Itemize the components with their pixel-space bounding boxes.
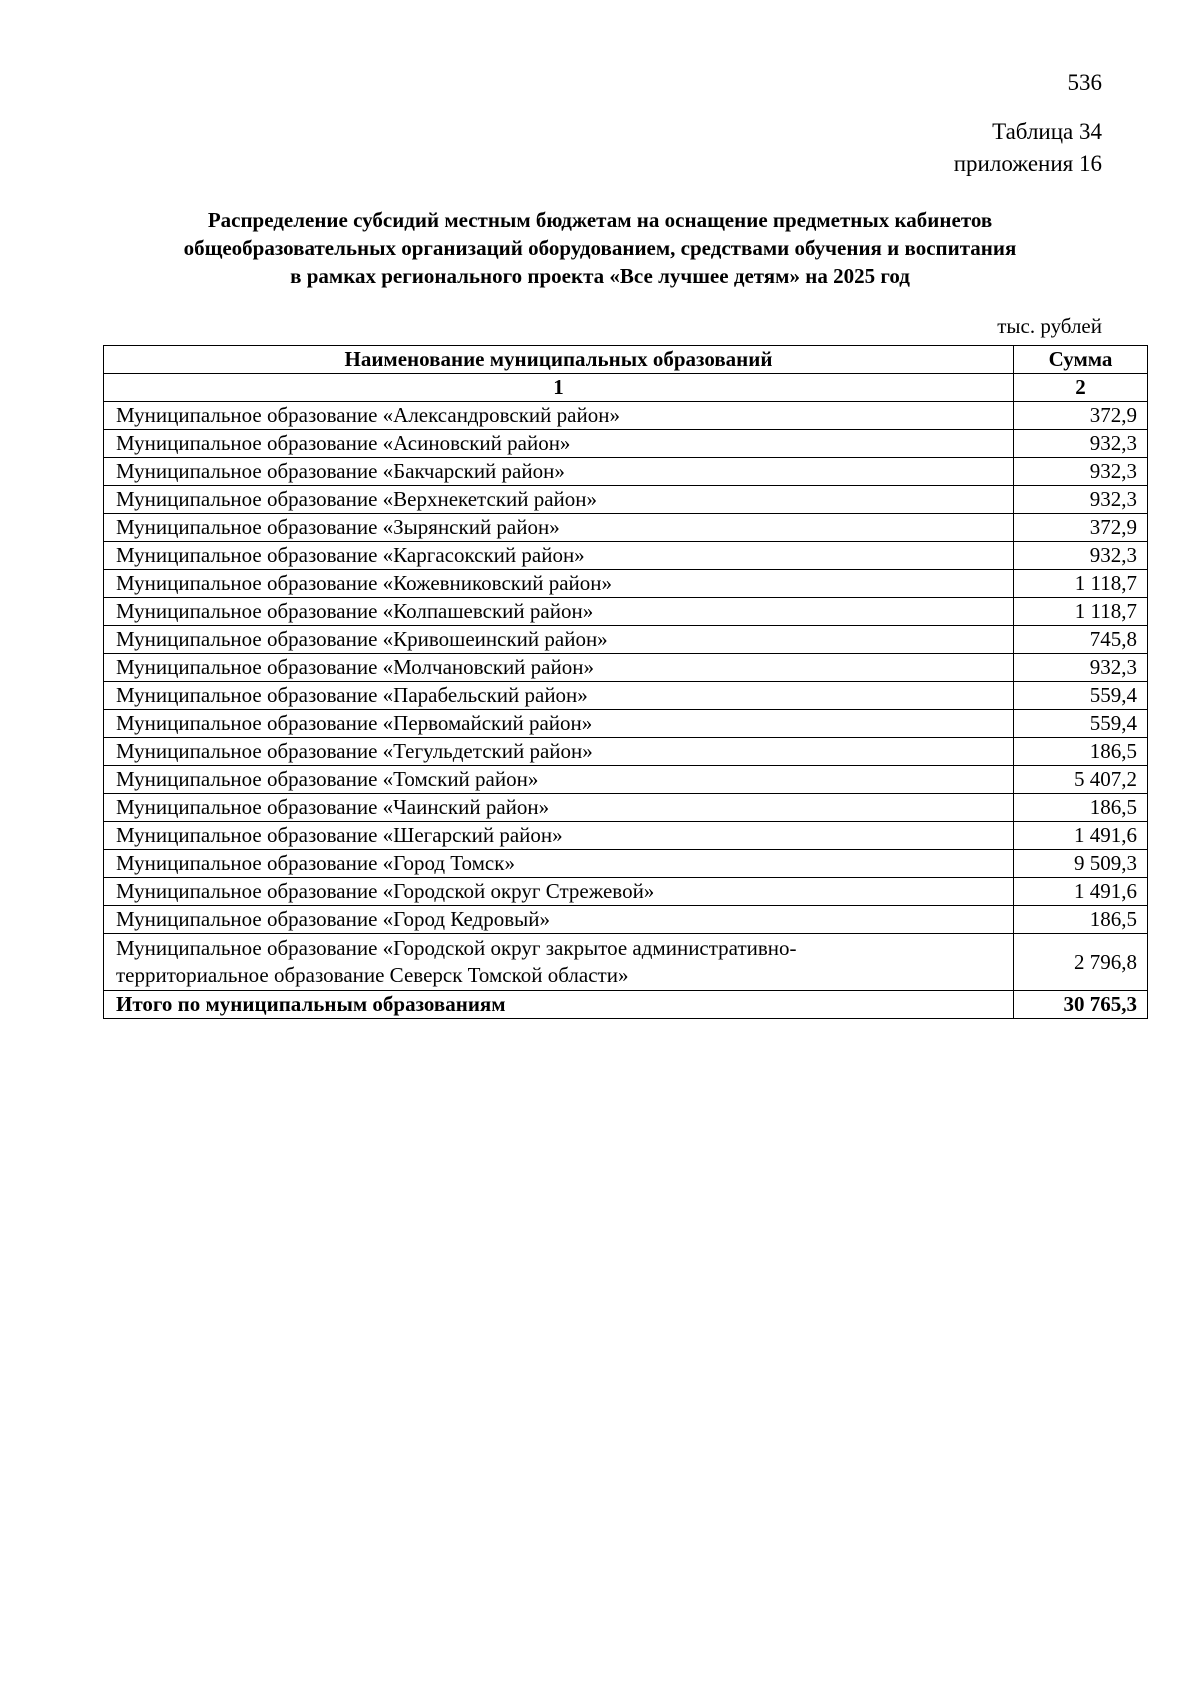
row-name: Муниципальное образование «Верхнекетский район» bbox=[104, 486, 1014, 514]
table-row bbox=[104, 710, 1148, 738]
row-sum: 932,3 bbox=[1014, 458, 1148, 486]
row-name: Муниципальное образование «Колпашевский район» bbox=[104, 598, 1014, 626]
table-row bbox=[104, 822, 1148, 850]
row-sum: 1 118,7 bbox=[1014, 598, 1148, 626]
row-name: Муниципальное образование «Томский район» bbox=[104, 766, 1014, 794]
total-label: Итого по муниципальным образованиям bbox=[104, 991, 1014, 1019]
row-name: Муниципальное образование «Город Кедровый» bbox=[104, 906, 1014, 934]
row-sum: 372,9 bbox=[1014, 402, 1148, 430]
title-line2: общеобразовательных организаций оборудованием, средствами обучения и воспитания bbox=[183, 236, 1017, 260]
table-row bbox=[104, 626, 1148, 654]
total-sum: 30 765,3 bbox=[1014, 991, 1148, 1019]
table-row bbox=[104, 794, 1148, 822]
row-sum: 559,4 bbox=[1014, 682, 1148, 710]
row-sum: 9 509,3 bbox=[1014, 850, 1148, 878]
total-row bbox=[104, 991, 1148, 1019]
row-sum: 932,3 bbox=[1014, 486, 1148, 514]
column-number-row bbox=[104, 374, 1148, 402]
table-caption-line1: Таблица 34 bbox=[992, 119, 1102, 144]
row-sum: 5 407,2 bbox=[1014, 766, 1148, 794]
table-row-seversk bbox=[104, 934, 1148, 991]
row-sum: 1 118,7 bbox=[1014, 570, 1148, 598]
units-label: тыс. рублей bbox=[997, 314, 1102, 338]
row-name: Муниципальное образование «Молчановский район» bbox=[104, 654, 1014, 682]
row-sum: 745,8 bbox=[1014, 626, 1148, 654]
table-row bbox=[104, 766, 1148, 794]
row-name: Муниципальное образование «Каргасокский район» bbox=[104, 542, 1014, 570]
table-row bbox=[104, 514, 1148, 542]
row-name: Муниципальное образование «Городской округ Стрежевой» bbox=[104, 878, 1014, 906]
row-name: Муниципальное образование «Тегульдетский район» bbox=[104, 738, 1014, 766]
column-number-sum: 2 bbox=[1014, 374, 1148, 402]
title-line3: в рамках регионального проекта «Все лучшее детям» на 2025 год bbox=[290, 264, 910, 288]
row-sum: 1 491,6 bbox=[1014, 822, 1148, 850]
row-sum: 2 796,8 bbox=[1014, 934, 1148, 991]
table-caption bbox=[954, 116, 1102, 180]
row-name-line2: территориальное образование Северск Томской области» bbox=[116, 963, 629, 987]
row-sum: 932,3 bbox=[1014, 430, 1148, 458]
row-name: Муниципальное образование «Чаинский район» bbox=[104, 794, 1014, 822]
table-row bbox=[104, 598, 1148, 626]
row-name: Муниципальное образование «Первомайский район» bbox=[104, 710, 1014, 738]
title-line1: Распределение субсидий местным бюджетам на оснащение предметных кабинетов bbox=[207, 208, 993, 232]
row-sum: 559,4 bbox=[1014, 710, 1148, 738]
table-row bbox=[104, 654, 1148, 682]
row-sum: 186,5 bbox=[1014, 794, 1148, 822]
table-row bbox=[104, 542, 1148, 570]
table-row bbox=[104, 850, 1148, 878]
header-name: Наименование муниципальных образований bbox=[104, 346, 1014, 374]
table-row bbox=[104, 738, 1148, 766]
subsidy-table bbox=[103, 345, 1148, 1019]
row-sum: 186,5 bbox=[1014, 906, 1148, 934]
header-row bbox=[104, 346, 1148, 374]
table-row bbox=[104, 430, 1148, 458]
table-caption-line2: приложения 16 bbox=[953, 151, 1102, 176]
table-row bbox=[104, 682, 1148, 710]
row-name: Муниципальное образование «Асиновский район» bbox=[104, 430, 1014, 458]
row-name: Муниципальное образование «Александровский район» bbox=[104, 402, 1014, 430]
table-row bbox=[104, 906, 1148, 934]
row-sum: 932,3 bbox=[1014, 542, 1148, 570]
row-name: Муниципальное образование «Кривошеинский район» bbox=[104, 626, 1014, 654]
row-sum: 1 491,6 bbox=[1014, 878, 1148, 906]
table-row bbox=[104, 486, 1148, 514]
row-name: Муниципальное образование «Шегарский район» bbox=[104, 822, 1014, 850]
row-name: Муниципальное образование «Парабельский район» bbox=[104, 682, 1014, 710]
page-number: 536 bbox=[1067, 70, 1102, 95]
row-sum: 372,9 bbox=[1014, 514, 1148, 542]
row-sum: 186,5 bbox=[1014, 738, 1148, 766]
row-name: Муниципальное образование «Бакчарский район» bbox=[104, 458, 1014, 486]
document-title bbox=[100, 206, 1100, 290]
table-row bbox=[104, 458, 1148, 486]
table-row bbox=[104, 570, 1148, 598]
row-name: Муниципальное образование «Город Томск» bbox=[104, 850, 1014, 878]
row-sum: 932,3 bbox=[1014, 654, 1148, 682]
row-name bbox=[104, 934, 1014, 991]
header-sum: Сумма bbox=[1014, 346, 1148, 374]
row-name-line1: Муниципальное образование «Городской округ закрытое административно- bbox=[116, 936, 797, 960]
column-number-name: 1 bbox=[104, 374, 1014, 402]
table-row bbox=[104, 878, 1148, 906]
table-row bbox=[104, 402, 1148, 430]
row-name: Муниципальное образование «Кожевниковский район» bbox=[104, 570, 1014, 598]
row-name: Муниципальное образование «Зырянский район» bbox=[104, 514, 1014, 542]
